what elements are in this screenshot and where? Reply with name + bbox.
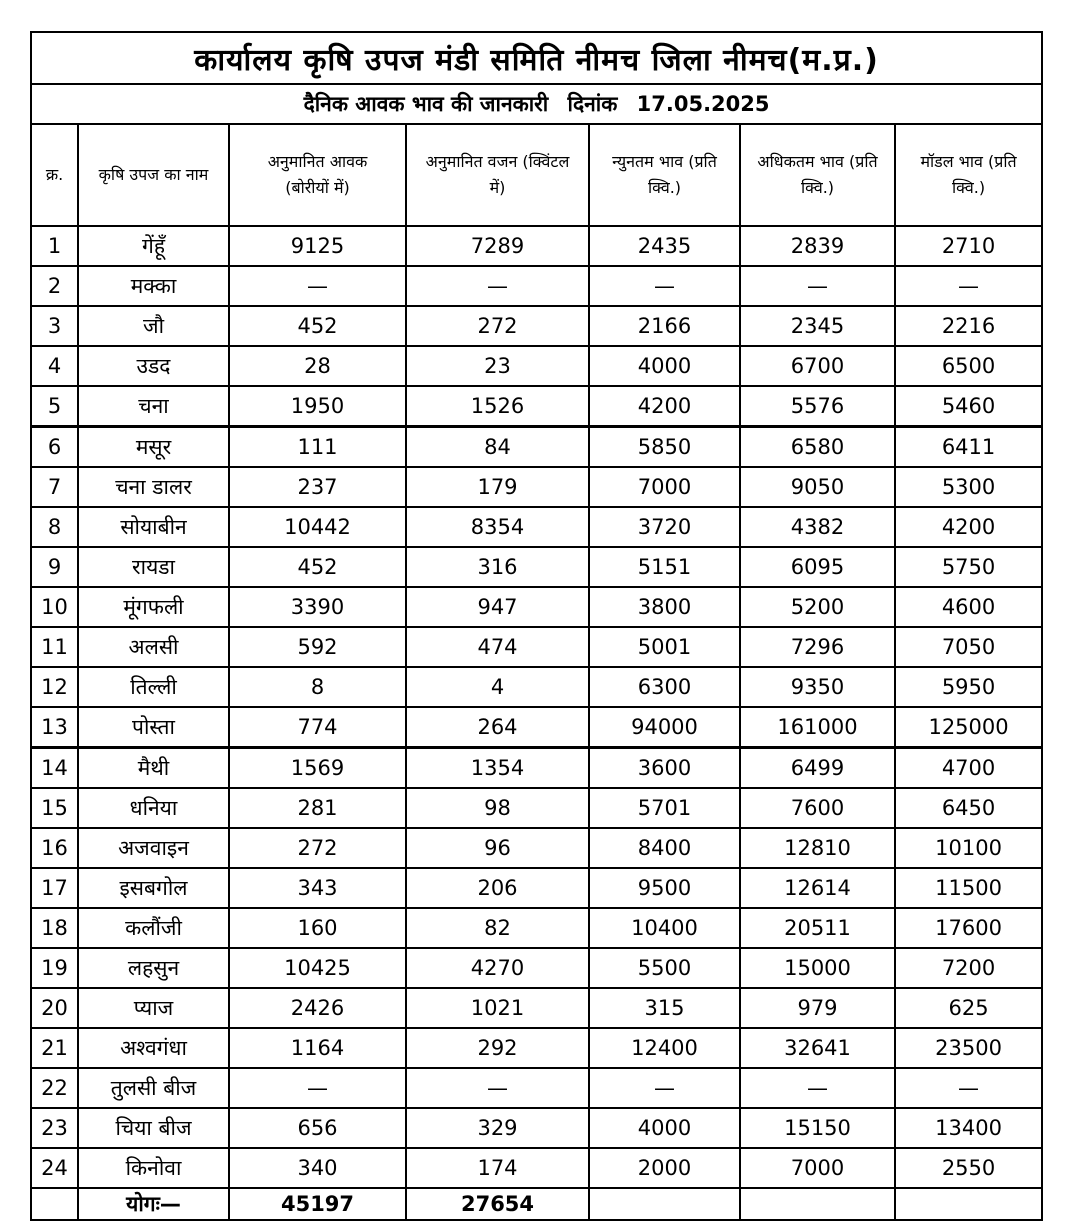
cell-min-price: 2166 xyxy=(589,306,740,346)
cell-sn: 11 xyxy=(31,627,78,667)
cell-modal-price: — xyxy=(895,266,1042,306)
cell-min-price: 8400 xyxy=(589,828,740,868)
cell-arrival-bags: 452 xyxy=(229,306,406,346)
cell-sn: 23 xyxy=(31,1108,78,1148)
cell-arrival-bags: 592 xyxy=(229,627,406,667)
table-row xyxy=(31,1028,1042,1068)
cell-arrival-bags: — xyxy=(229,1068,406,1108)
cell-min-price: 4200 xyxy=(589,386,740,427)
cell-max-price: 9350 xyxy=(740,667,895,707)
cell-min-price: 94000 xyxy=(589,707,740,748)
cell-arrival-bags: 774 xyxy=(229,707,406,748)
cell-sn: 4 xyxy=(31,346,78,386)
table-row xyxy=(31,908,1042,948)
cell-min-price: 9500 xyxy=(589,868,740,908)
cell-arrival-bags: 111 xyxy=(229,427,406,468)
cell-max-price: 161000 xyxy=(740,707,895,748)
table-row xyxy=(31,346,1042,386)
cell-modal-price: 23500 xyxy=(895,1028,1042,1068)
cell-sn: 5 xyxy=(31,386,78,427)
cell-min-price: 12400 xyxy=(589,1028,740,1068)
cell-max-price: 9050 xyxy=(740,467,895,507)
cell-modal-price: 11500 xyxy=(895,868,1042,908)
cell-modal-price: 2216 xyxy=(895,306,1042,346)
cell-min-price: 4000 xyxy=(589,1108,740,1148)
cell-arrival-bags: 1164 xyxy=(229,1028,406,1068)
rate-sheet xyxy=(30,31,1041,1221)
cell-weight-quintal: 1021 xyxy=(406,988,589,1028)
table-row xyxy=(31,828,1042,868)
cell-max-price: — xyxy=(740,266,895,306)
cell-sn: 20 xyxy=(31,988,78,1028)
cell-max-price: 5200 xyxy=(740,587,895,627)
cell-crop-name: लहसुन xyxy=(78,948,229,988)
cell-modal-price: 6411 xyxy=(895,427,1042,468)
cell-min-price: 7000 xyxy=(589,467,740,507)
page-title: कार्यालय कृषि उपज मंडी समिति नीमच जिला नीमच(म.प्र.) xyxy=(31,32,1042,84)
header-arrival-bags: अनुमानित आवक (बोरीयों में) xyxy=(229,124,406,226)
cell-modal-price: 4700 xyxy=(895,748,1042,789)
cell-max-price: 15150 xyxy=(740,1108,895,1148)
cell-max-price: 7296 xyxy=(740,627,895,667)
table-row xyxy=(31,707,1042,748)
cell-arrival-bags: 1569 xyxy=(229,748,406,789)
cell-sn: 12 xyxy=(31,667,78,707)
cell-arrival-bags: 10425 xyxy=(229,948,406,988)
cell-crop-name: चना xyxy=(78,386,229,427)
cell-sn: 7 xyxy=(31,467,78,507)
cell-crop-name: पोस्ता xyxy=(78,707,229,748)
cell-max-price: 20511 xyxy=(740,908,895,948)
cell-min-price: 5701 xyxy=(589,788,740,828)
cell-sn: 3 xyxy=(31,306,78,346)
cell-max-price: — xyxy=(740,1068,895,1108)
cell-weight-quintal: 272 xyxy=(406,306,589,346)
cell-max-price: 32641 xyxy=(740,1028,895,1068)
cell-arrival-bags: 1950 xyxy=(229,386,406,427)
cell-modal-price: 5950 xyxy=(895,667,1042,707)
cell-max-price: 2345 xyxy=(740,306,895,346)
cell-crop-name: मूंगफली xyxy=(78,587,229,627)
cell-arrival-bags: 2426 xyxy=(229,988,406,1028)
cell-sn: 2 xyxy=(31,266,78,306)
total-weight-quintal: 27654 xyxy=(406,1188,589,1220)
cell-max-price: 6499 xyxy=(740,748,895,789)
cell-max-price: 12810 xyxy=(740,828,895,868)
cell-weight-quintal: 947 xyxy=(406,587,589,627)
table-row xyxy=(31,1108,1042,1148)
cell-weight-quintal: 98 xyxy=(406,788,589,828)
cell-max-price: 7600 xyxy=(740,788,895,828)
cell-weight-quintal: 264 xyxy=(406,707,589,748)
cell-arrival-bags: 452 xyxy=(229,547,406,587)
total-blank-min xyxy=(589,1188,740,1220)
cell-min-price: 6300 xyxy=(589,667,740,707)
cell-crop-name: तुलसी बीज xyxy=(78,1068,229,1108)
cell-arrival-bags: 8 xyxy=(229,667,406,707)
cell-sn: 15 xyxy=(31,788,78,828)
cell-weight-quintal: 179 xyxy=(406,467,589,507)
cell-modal-price: 625 xyxy=(895,988,1042,1028)
cell-arrival-bags: — xyxy=(229,266,406,306)
cell-weight-quintal: 82 xyxy=(406,908,589,948)
cell-min-price: 2000 xyxy=(589,1148,740,1188)
cell-min-price: 5850 xyxy=(589,427,740,468)
cell-weight-quintal: — xyxy=(406,1068,589,1108)
report-date: 17.05.2025 xyxy=(636,92,770,116)
cell-crop-name: मक्का xyxy=(78,266,229,306)
table-row xyxy=(31,266,1042,306)
total-blank-max xyxy=(740,1188,895,1220)
cell-min-price: 5151 xyxy=(589,547,740,587)
cell-modal-price: 6450 xyxy=(895,788,1042,828)
table-row xyxy=(31,427,1042,468)
cell-sn: 1 xyxy=(31,226,78,266)
cell-crop-name: धनिया xyxy=(78,788,229,828)
cell-crop-name: अजवाइन xyxy=(78,828,229,868)
cell-modal-price: 2550 xyxy=(895,1148,1042,1188)
cell-crop-name: तिल्ली xyxy=(78,667,229,707)
column-header-row xyxy=(31,124,1042,226)
cell-weight-quintal: 4270 xyxy=(406,948,589,988)
cell-arrival-bags: 340 xyxy=(229,1148,406,1188)
cell-modal-price: 5460 xyxy=(895,386,1042,427)
report-subtitle xyxy=(31,84,1042,124)
cell-max-price: 2839 xyxy=(740,226,895,266)
cell-crop-name: मैथी xyxy=(78,748,229,789)
cell-sn: 22 xyxy=(31,1068,78,1108)
table-row xyxy=(31,788,1042,828)
cell-arrival-bags: 343 xyxy=(229,868,406,908)
cell-sn: 18 xyxy=(31,908,78,948)
table-row xyxy=(31,1068,1042,1108)
header-sn: क्र. xyxy=(31,124,78,226)
cell-arrival-bags: 9125 xyxy=(229,226,406,266)
cell-modal-price: 10100 xyxy=(895,828,1042,868)
table-row xyxy=(31,1148,1042,1188)
cell-weight-quintal: 96 xyxy=(406,828,589,868)
cell-crop-name: चना डालर xyxy=(78,467,229,507)
cell-crop-name: अश्वगंधा xyxy=(78,1028,229,1068)
cell-max-price: 6095 xyxy=(740,547,895,587)
date-label: दिनांक xyxy=(567,92,618,116)
cell-arrival-bags: 281 xyxy=(229,788,406,828)
cell-min-price: 3800 xyxy=(589,587,740,627)
header-weight-quintal: अनुमानित वजन (क्विंटल में) xyxy=(406,124,589,226)
table-row xyxy=(31,226,1042,266)
total-row xyxy=(31,1188,1042,1220)
cell-arrival-bags: 656 xyxy=(229,1108,406,1148)
cell-modal-price: 4600 xyxy=(895,587,1042,627)
cell-crop-name: रायडा xyxy=(78,547,229,587)
cell-sn: 9 xyxy=(31,547,78,587)
cell-modal-price: 2710 xyxy=(895,226,1042,266)
cell-crop-name: गेंहूँ xyxy=(78,226,229,266)
subtitle-text: दैनिक आवक भाव की जानकारी xyxy=(303,92,549,116)
cell-modal-price: 125000 xyxy=(895,707,1042,748)
cell-crop-name: प्याज xyxy=(78,988,229,1028)
cell-min-price: 3720 xyxy=(589,507,740,547)
total-label: योगः— xyxy=(78,1188,229,1220)
cell-sn: 24 xyxy=(31,1148,78,1188)
cell-weight-quintal: 1526 xyxy=(406,386,589,427)
cell-min-price: 315 xyxy=(589,988,740,1028)
cell-min-price: 5500 xyxy=(589,948,740,988)
cell-weight-quintal: 8354 xyxy=(406,507,589,547)
cell-min-price: 4000 xyxy=(589,346,740,386)
cell-weight-quintal: — xyxy=(406,266,589,306)
cell-weight-quintal: 4 xyxy=(406,667,589,707)
cell-max-price: 12614 xyxy=(740,868,895,908)
cell-sn: 14 xyxy=(31,748,78,789)
table-row xyxy=(31,507,1042,547)
cell-crop-name: कलौंजी xyxy=(78,908,229,948)
header-modal-price: मॉडल भाव (प्रति क्वि.) xyxy=(895,124,1042,226)
arrival-price-table xyxy=(30,31,1043,1221)
cell-sn: 10 xyxy=(31,587,78,627)
cell-sn: 13 xyxy=(31,707,78,748)
cell-max-price: 979 xyxy=(740,988,895,1028)
cell-crop-name: उडद xyxy=(78,346,229,386)
cell-min-price: — xyxy=(589,266,740,306)
cell-weight-quintal: 206 xyxy=(406,868,589,908)
cell-crop-name: जौ xyxy=(78,306,229,346)
cell-weight-quintal: 474 xyxy=(406,627,589,667)
table-row xyxy=(31,547,1042,587)
table-row xyxy=(31,467,1042,507)
cell-min-price: 2435 xyxy=(589,226,740,266)
total-blank-modal xyxy=(895,1188,1042,1220)
cell-modal-price: — xyxy=(895,1068,1042,1108)
cell-sn: 21 xyxy=(31,1028,78,1068)
cell-arrival-bags: 28 xyxy=(229,346,406,386)
cell-weight-quintal: 316 xyxy=(406,547,589,587)
cell-arrival-bags: 237 xyxy=(229,467,406,507)
cell-crop-name: किनोवा xyxy=(78,1148,229,1188)
cell-modal-price: 5750 xyxy=(895,547,1042,587)
cell-crop-name: चिया बीज xyxy=(78,1108,229,1148)
cell-crop-name: इसबगोल xyxy=(78,868,229,908)
cell-sn: 19 xyxy=(31,948,78,988)
cell-modal-price: 17600 xyxy=(895,908,1042,948)
cell-modal-price: 7200 xyxy=(895,948,1042,988)
cell-sn: 6 xyxy=(31,427,78,468)
cell-sn: 17 xyxy=(31,868,78,908)
header-max-price: अधिकतम भाव (प्रति क्वि.) xyxy=(740,124,895,226)
cell-max-price: 15000 xyxy=(740,948,895,988)
cell-max-price: 6580 xyxy=(740,427,895,468)
table-row xyxy=(31,988,1042,1028)
header-name: कृषि उपज का नाम xyxy=(78,124,229,226)
cell-modal-price: 4200 xyxy=(895,507,1042,547)
cell-max-price: 5576 xyxy=(740,386,895,427)
cell-sn: 16 xyxy=(31,828,78,868)
total-blank-sn xyxy=(31,1188,78,1220)
cell-weight-quintal: 329 xyxy=(406,1108,589,1148)
cell-arrival-bags: 160 xyxy=(229,908,406,948)
table-row xyxy=(31,627,1042,667)
cell-modal-price: 13400 xyxy=(895,1108,1042,1148)
cell-max-price: 6700 xyxy=(740,346,895,386)
table-row xyxy=(31,868,1042,908)
cell-weight-quintal: 174 xyxy=(406,1148,589,1188)
cell-weight-quintal: 84 xyxy=(406,427,589,468)
cell-modal-price: 6500 xyxy=(895,346,1042,386)
cell-max-price: 4382 xyxy=(740,507,895,547)
header-min-price: न्युनतम भाव (प्रति क्वि.) xyxy=(589,124,740,226)
cell-min-price: — xyxy=(589,1068,740,1108)
cell-modal-price: 5300 xyxy=(895,467,1042,507)
cell-crop-name: सोयाबीन xyxy=(78,507,229,547)
cell-max-price: 7000 xyxy=(740,1148,895,1188)
cell-weight-quintal: 23 xyxy=(406,346,589,386)
table-row xyxy=(31,587,1042,627)
cell-weight-quintal: 7289 xyxy=(406,226,589,266)
cell-arrival-bags: 3390 xyxy=(229,587,406,627)
table-row xyxy=(31,948,1042,988)
table-row xyxy=(31,667,1042,707)
cell-arrival-bags: 272 xyxy=(229,828,406,868)
table-row xyxy=(31,306,1042,346)
cell-min-price: 10400 xyxy=(589,908,740,948)
cell-crop-name: मसूर xyxy=(78,427,229,468)
cell-weight-quintal: 292 xyxy=(406,1028,589,1068)
cell-sn: 8 xyxy=(31,507,78,547)
table-row xyxy=(31,386,1042,427)
table-row xyxy=(31,748,1042,789)
cell-weight-quintal: 1354 xyxy=(406,748,589,789)
cell-crop-name: अलसी xyxy=(78,627,229,667)
total-arrival-bags: 45197 xyxy=(229,1188,406,1220)
cell-arrival-bags: 10442 xyxy=(229,507,406,547)
cell-min-price: 5001 xyxy=(589,627,740,667)
cell-modal-price: 7050 xyxy=(895,627,1042,667)
cell-min-price: 3600 xyxy=(589,748,740,789)
